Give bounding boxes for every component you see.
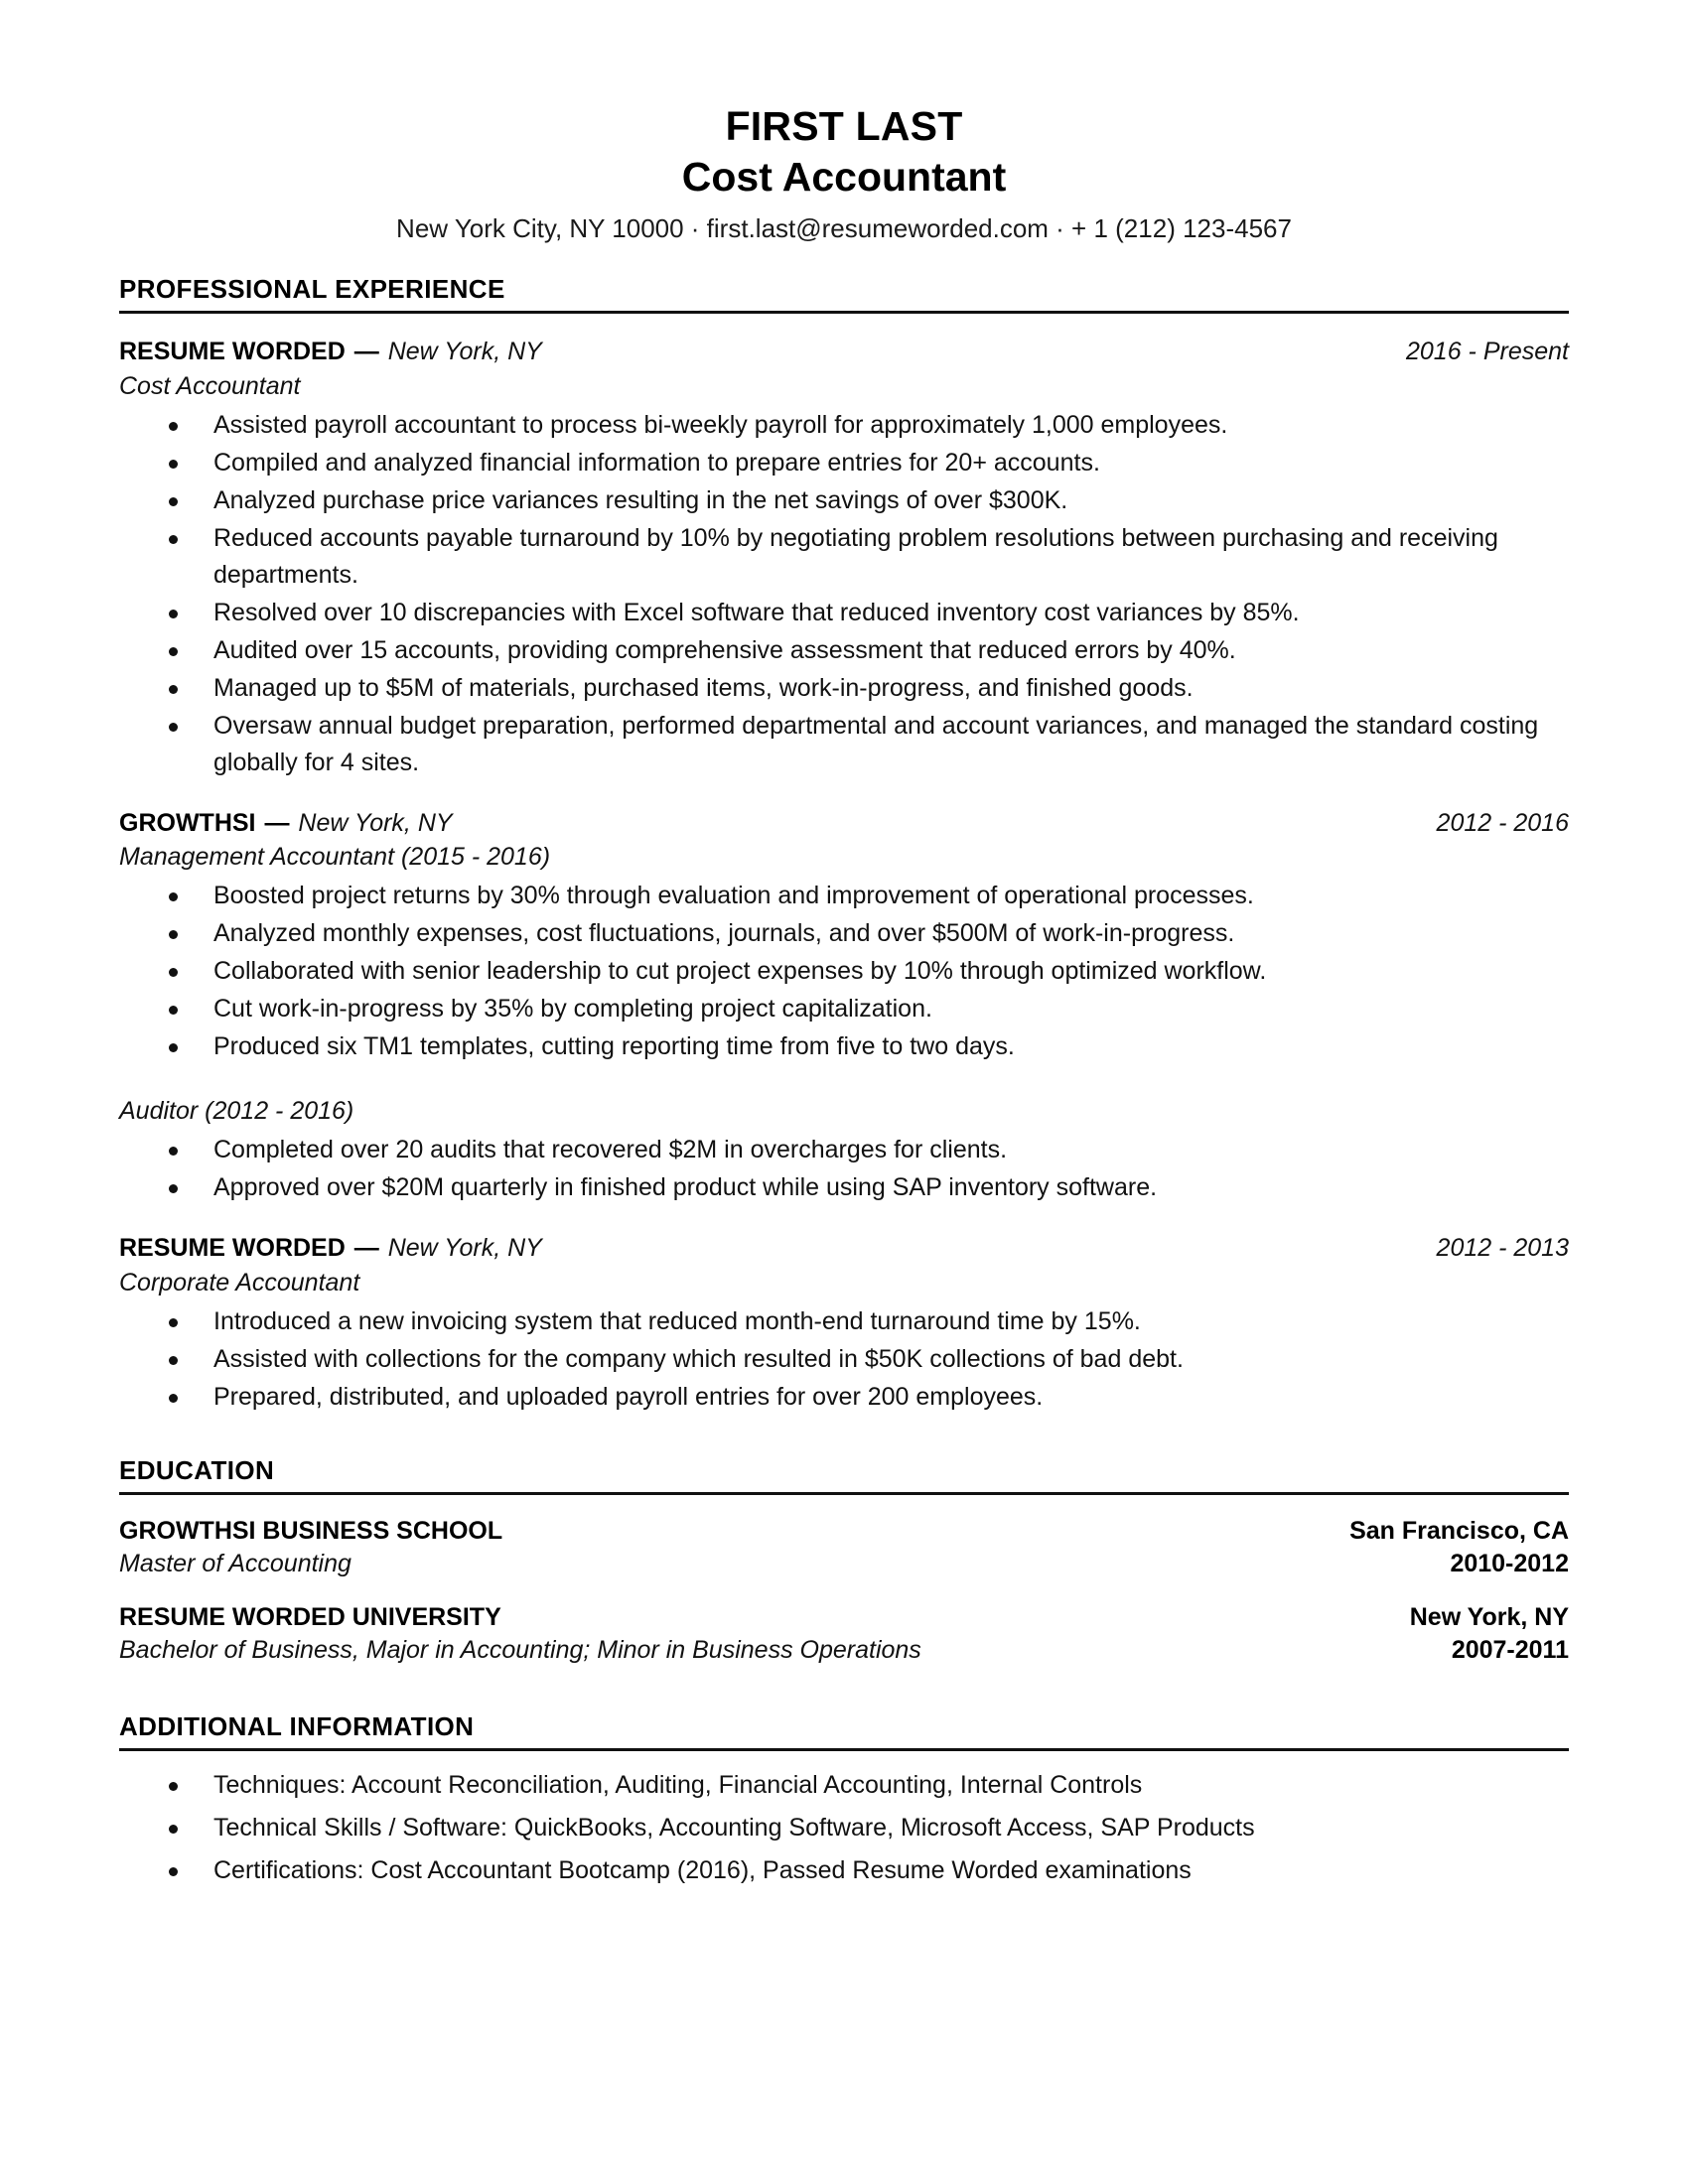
experience-entry-title-group xyxy=(119,807,453,840)
bullet-item: Assisted with collections for the company which resulted in $50K collections of bad debt. xyxy=(119,1341,1569,1378)
education-degree: Master of Accounting xyxy=(119,1550,352,1578)
bullet-item: Analyzed monthly expenses, cost fluctuations, journals, and over $500M of work-in-progress. xyxy=(119,915,1569,952)
bullet-item: Collaborated with senior leadership to cut project expenses by 10% through optimized workflow. xyxy=(119,953,1569,990)
experience-separator: — xyxy=(353,338,379,366)
bullet-item: Technical Skills / Software: QuickBooks, Accounting Software, Microsoft Access, SAP Products xyxy=(119,1810,1569,1846)
bullet-item: Reduced accounts payable turnaround by 10% by negotiating problem resolutions between purchasing and receiving departments. xyxy=(119,520,1569,594)
experience-location: New York, NY xyxy=(387,338,542,366)
section-divider xyxy=(119,1748,1569,1751)
contact-line: New York City, NY 10000 · first.last@resumeworded.com · + 1 (212) 123-4567 xyxy=(396,212,1292,243)
experience-company: RESUME WORDED xyxy=(119,1234,346,1263)
bullet-item: Produced six TM1 templates, cutting reporting time from five to two days. xyxy=(119,1028,1569,1065)
experience-role: Corporate Accountant xyxy=(119,1268,360,1297)
bullet-item: Cut work-in-progress by 35% by completing project capitalization. xyxy=(119,991,1569,1027)
experience-entry xyxy=(119,336,1569,781)
education-years: 2007-2011 xyxy=(1451,1636,1569,1665)
experience-location: New York, NY xyxy=(298,808,453,837)
section-title-additional: ADDITIONAL INFORMATION xyxy=(119,1710,475,1741)
experience-entry xyxy=(119,807,1569,1207)
bullet-item: Resolved over 10 discrepancies with Excel software that reduced inventory cost variances by 85%. xyxy=(119,595,1569,631)
bullet-item: Assisted payroll accountant to process bi-weekly payroll for approximately 1,000 employees. xyxy=(119,407,1569,444)
education-entry-detail xyxy=(119,1548,1569,1581)
bullet-item: Managed up to $5M of materials, purchased items, work-in-progress, and finished goods. xyxy=(119,670,1569,707)
section-professional-experience xyxy=(119,274,1569,1416)
bullet-item: Oversaw annual budget preparation, performed departmental and account variances, and managed the standard costing globally for 4 sites. xyxy=(119,708,1569,781)
education-place: New York, NY xyxy=(1409,1602,1569,1631)
education-school: RESUME WORDED UNIVERSITY xyxy=(119,1602,501,1631)
bullet-item: Completed over 20 audits that recovered $2M in overcharges for clients. xyxy=(119,1132,1569,1168)
experience-subrole: Auditor (2012 - 2016) xyxy=(119,1097,354,1126)
experience-dates: 2012 - 2016 xyxy=(1436,808,1569,837)
resume-header xyxy=(119,0,1569,246)
bullet-item: Boosted project returns by 30% through evaluation and improvement of operational processes. xyxy=(119,878,1569,914)
experience-dates: 2012 - 2013 xyxy=(1436,1234,1569,1263)
experience-entry-header xyxy=(119,807,1569,840)
experience-company: RESUME WORDED xyxy=(119,338,346,366)
candidate-name: FIRST LAST xyxy=(725,103,963,149)
experience-entry-title-group xyxy=(119,1232,542,1265)
experience-entry-header xyxy=(119,1232,1569,1265)
experience-bullet-list xyxy=(119,1303,1569,1416)
experience-role: Cost Accountant xyxy=(119,371,301,400)
section-divider xyxy=(119,311,1569,314)
section-title-experience: PROFESSIONAL EXPERIENCE xyxy=(119,274,505,305)
bullet-item: Prepared, distributed, and uploaded payroll entries for over 200 employees. xyxy=(119,1379,1569,1416)
section-divider xyxy=(119,1492,1569,1495)
bullet-item: Compiled and analyzed financial information to prepare entries for 20+ accounts. xyxy=(119,445,1569,481)
experience-entry-title-group xyxy=(119,336,542,368)
education-school: GROWTHSI BUSINESS SCHOOL xyxy=(119,1516,503,1545)
experience-entry-header xyxy=(119,336,1569,368)
education-years: 2010-2012 xyxy=(1450,1550,1569,1578)
section-additional-information xyxy=(119,1711,1569,1889)
education-entry-header xyxy=(119,1601,1569,1635)
bullet-item: Audited over 15 accounts, providing comprehensive assessment that reduced errors by 40%. xyxy=(119,632,1569,669)
additional-bullet-list xyxy=(119,1767,1569,1889)
bullet-item: Certifications: Cost Accountant Bootcamp (2016), Passed Resume Worded examinations xyxy=(119,1852,1569,1889)
experience-entry xyxy=(119,1232,1569,1416)
education-degree: Bachelor of Business, Major in Accounting; Minor in Business Operations xyxy=(119,1636,921,1665)
candidate-headline: Cost Accountant xyxy=(681,153,1007,200)
experience-role: Management Accountant (2015 - 2016) xyxy=(119,843,551,872)
education-entry-header xyxy=(119,1515,1569,1549)
experience-bullet-list xyxy=(119,878,1569,1065)
education-entry xyxy=(119,1515,1569,1581)
bullet-item: Introduced a new invoicing system that reduced month-end turnaround time by 15%. xyxy=(119,1303,1569,1340)
education-place: San Francisco, CA xyxy=(1349,1516,1569,1545)
education-entry xyxy=(119,1601,1569,1668)
experience-location: New York, NY xyxy=(387,1234,542,1263)
section-education xyxy=(119,1455,1569,1668)
bullet-item: Approved over $20M quarterly in finished product while using SAP inventory software. xyxy=(119,1169,1569,1206)
education-entry-detail xyxy=(119,1634,1569,1668)
experience-dates: 2016 - Present xyxy=(1406,338,1569,366)
experience-separator: — xyxy=(353,1234,379,1263)
experience-bullet-list xyxy=(119,407,1569,781)
section-title-education: EDUCATION xyxy=(119,1454,275,1485)
experience-company: GROWTHSI xyxy=(119,808,256,837)
bullet-item: Techniques: Account Reconciliation, Auditing, Financial Accounting, Internal Controls xyxy=(119,1767,1569,1804)
bullet-item: Analyzed purchase price variances resulting in the net savings of over $300K. xyxy=(119,482,1569,519)
experience-subrole-bullet-list xyxy=(119,1132,1569,1206)
experience-separator: — xyxy=(264,808,290,837)
